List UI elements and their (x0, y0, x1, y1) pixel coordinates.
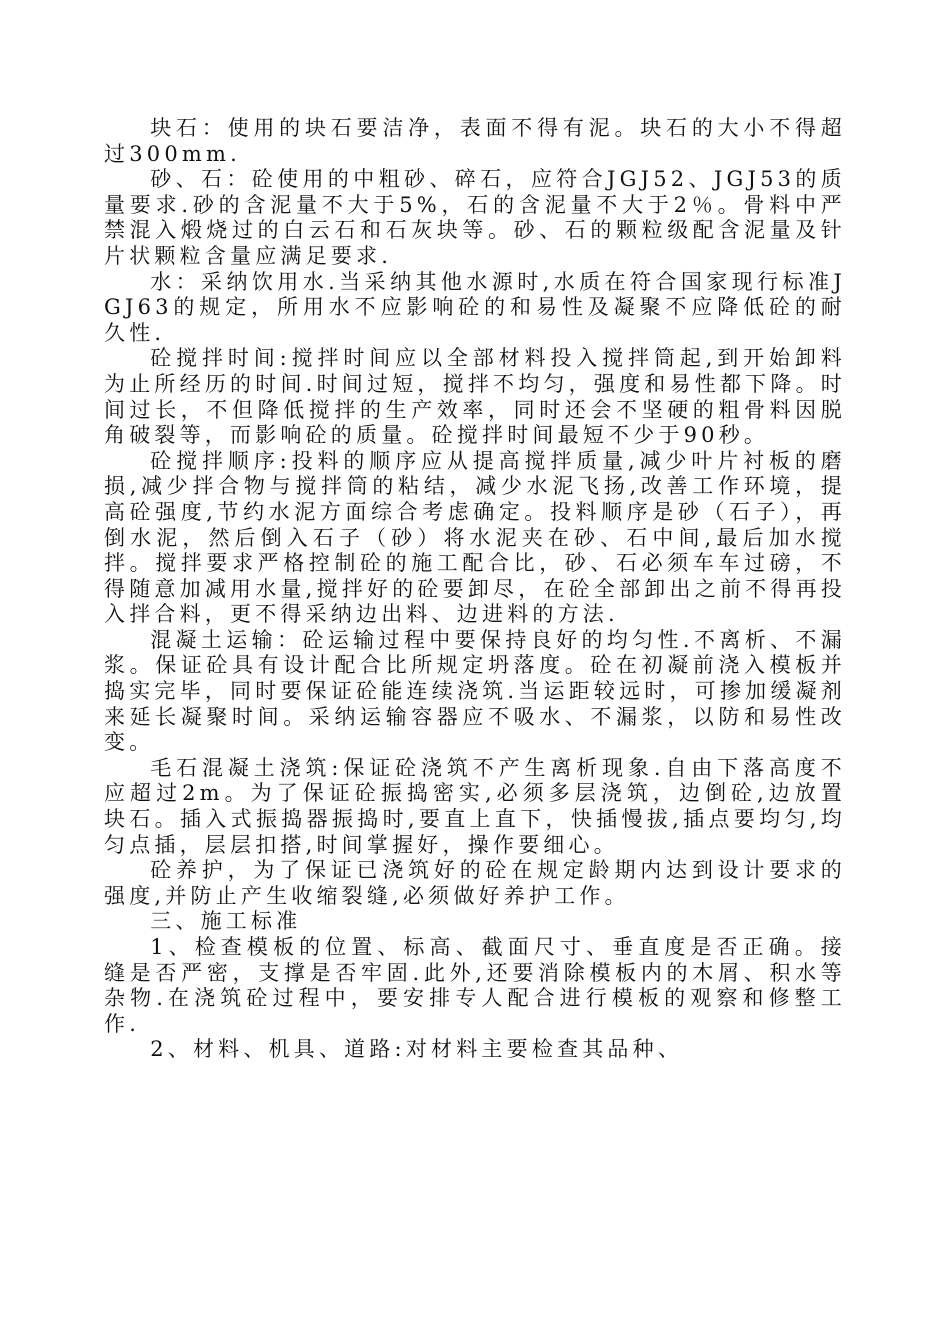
paragraph-mixing-time: 砼搅拌时间:搅拌时间应以全部材料投入搅拌筒起,到开始卸料为止所经历的时间.时间过短，搅拌不均匀，强度和易性都下降。时间过长，不但降低搅拌的生产效率，同时还会不坚硬的粗骨料因脱角破裂等，而影响砼的质量。砼搅拌时间最短不少于90秒。 (104, 346, 846, 448)
paragraph-materials-equipment-roads: 2、材料、机具、道路:对材料主要检查其品种、 (150, 1037, 684, 1062)
paragraph-mixing-order: 砼搅拌顺序:投料的顺序应从提高搅拌质量,减少叶片衬板的磨损,减少拌合物与搅拌筒的粘结，减少水泥飞扬,改善工作环境，提高砼强度,节约水泥方面综合考虑确定。投料顺序是砂（石子），再倒水泥，然后倒入石子（砂）将水泥夹在砂、石中间,最后加水搅拌。搅拌要求严格控制砼的施工配合比，砂、石必须车车过磅，不得随意加减用水量,搅拌好的砼要卸尽，在砼全部卸出之前不得再投入拌合料，更不得采纳边出料、边进料的方法. (104, 448, 846, 627)
paragraph-rubble-concrete-pouring: 毛石混凝土浇筑:保证砼浇筑不产生离析现象.自由下落高度不应超过2m。为了保证砼振捣密实,必须多层浇筑，边倒砼,边放置块石。插入式振捣器振捣时,要直上直下，快插慢拔,插点要均匀,均匀点插，层层扣搭,时间掌握好，操作要细心。 (104, 755, 846, 857)
paragraph-water: 水：采纳饮用水.当采纳其他水源时,水质在符合国家现行标准JGJ63的规定，所用水不应影响砼的和易性及凝聚不应降低砼的耐久性. (104, 269, 846, 345)
paragraph-concrete-transport: 混凝土运输：砼运输过程中要保持良好的均匀性.不离析、不漏浆。保证砼具有设计配合比所规定坍落度。砼在初凝前浇入模板并捣实完毕，同时要保证砼能连续浇筑.当运距较远时，可掺加缓凝剂来延长凝聚时间。采纳运输容器应不吸水、不漏浆，以防和易性改变。 (104, 627, 846, 755)
section-heading-construction-standards: 三、施工标准 (150, 909, 302, 934)
paragraph-sand-gravel: 砂、石：砼使用的中粗砂、碎石，应符合JGJ52、JGJ53的质量要求.砂的含泥量不大于5%，石的含泥量不大于2％。骨料中严禁混入煅烧过的白云石和石灰块等。砂、石的颗粒级配含泥量及针片状颗粒含量应满足要求. (104, 167, 846, 268)
paragraph-curing: 砼养护，为了保证已浇筑好的砼在规定龄期内达到设计要求的强度,并防止产生收缩裂缝,必须做好养护工作。 (104, 858, 846, 908)
document-body (104, 116, 846, 1063)
paragraph-formwork-check: 1、检查模板的位置、标高、截面尺寸、垂直度是否正确。接缝是否严密，支撑是否牢固.此外,还要消除模板内的木屑、积水等杂物.在浇筑砼过程中，要安排专人配合进行模板的观察和修整工作. (104, 935, 846, 1036)
paragraph-block-stone: 块石：使用的块石要洁净，表面不得有泥。块石的大小不得超过300mm. (104, 116, 846, 166)
